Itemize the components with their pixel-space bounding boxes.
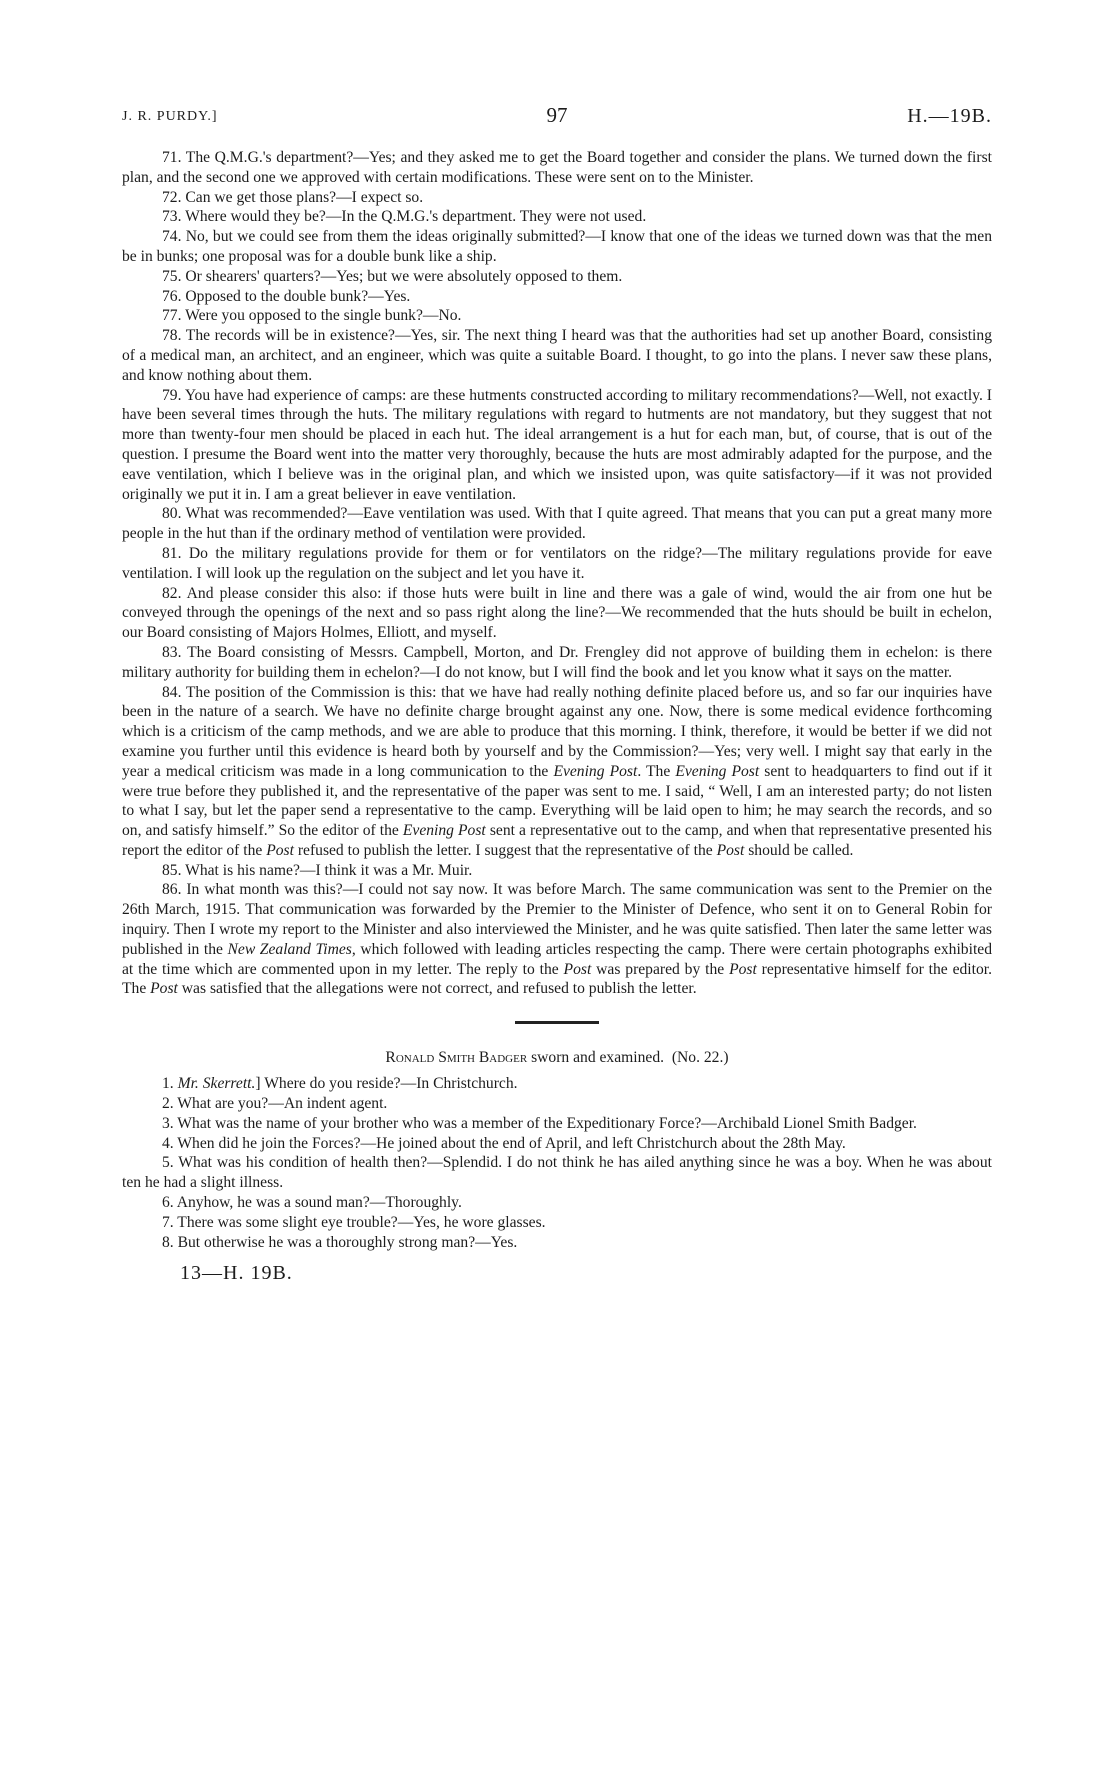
newspaper-title: Post (266, 841, 294, 859)
q84-text-1: 84. The position of the Commission is this: that we have had really nothing definite placed before us, and so far our inquiries have been in the nature of a search. We have no definite charge brought against any one. Now, there is some medical evidence forthcoming which is a criticism of the camp methods, and we are able to produce that this morning. I think, therefore, it would be better if we did not examine you further until this evidence is heard both by yourself and by the Commission?—Yes; very well. I might say that early in the year a medical criticism was made in a long communication to the (122, 683, 992, 780)
q84-text-4: sent a representative out to the camp, and when that representative presented his report the editor of the (122, 822, 992, 859)
newspaper-title: Post (150, 980, 178, 998)
page-body (122, 148, 992, 1285)
question-78: 78. The records will be in existence?—Yes, sir. The next thing I heard was that the authorities had set up another Board, consisting of a medical man, an architect, and an engineer, which was quite a suitable Board. I thought, to go into the plans. I never saw these plans, and know nothing about them. (122, 327, 992, 384)
q86-text-4: representative himself for the editor. The (122, 960, 992, 998)
badger-question-3: 3. What was the name of your brother who was a member of the Expeditionary Force?—Archibald Lionel Smith Badger. (162, 1114, 917, 1132)
question-80: 80. What was recommended?—Eave ventilation was used. With that I quite agreed. That means that you can put a great many more people in the hut than if the ordinary method of ventilation were provided. (122, 505, 992, 543)
newspaper-title: Evening Post (553, 762, 638, 780)
question-79: 79. You have had experience of camps: are these hutments constructed according to military recommendations?—Well, not exactly. I have been several times through the huts. The military regulations with regard to hutments are not mandatory, but they suggest that not more than twenty-four men should be placed in each hut. The ideal arrangement is a hut for each man, but, of course, that is out of the question. I presume the Board went into the matter very thoroughly, because the huts are most admirably adapted for the purpose, and the eave ventilation, which I believe was in the original plan, and which we insisted upon, was quite satisfactory—if it was not provided originally we put it in. I am a great believer in eave ventilation. (122, 386, 992, 503)
newspaper-title: Post (716, 841, 745, 859)
question-81: 81. Do the military regulations provide for them or for ventilators on the ridge?—The military regulations provide for eave ventilation. I will look up the regulation on the subject and let you have it. (122, 544, 992, 582)
printer-signature: 13—H. 19B. (180, 1262, 293, 1285)
question-74: 74. No, but we could see from them the ideas originally submitted?—I know that one of the ideas we turned down was that the men be in bunks; one proposal was for a double bunk like a ship. (122, 228, 992, 265)
question-82: 82. And please consider this also: if those huts were built in line and there was a gale of wind, would the air from one hut be conveyed through the openings of the next and so pass right along the line?—We recommended that the huts should be built in echelon, our Board consisting of Majors Holmes, Elliott, and myself. (122, 584, 992, 642)
question-73: 73. Where would they be?—In the Q.M.G.'s department. They were not used. (162, 208, 647, 226)
badger-question-7: 7. There was some slight eye trouble?—Yes, he wore glasses. (162, 1213, 546, 1231)
witness-heading-rest: sworn and examined. (527, 1049, 665, 1067)
q84-text-5: refused to publish the letter. I suggest that the representative of the (293, 841, 717, 859)
badger-question-4: 4. When did he join the Forces?—He joined about the end of April, and left Christchurch about the 28th May. (162, 1134, 846, 1152)
q84-text-6: should be called. (744, 841, 854, 859)
examiner-name: Mr. Skerrett. (177, 1075, 256, 1093)
question-75: 75. Or shearers' quarters?—Yes; but we were absolutely opposed to them. (162, 267, 623, 285)
question-76: 76. Opposed to the double bunk?—Yes. (162, 287, 411, 305)
witness-running-head: J. R. PURDY.] (122, 109, 218, 124)
question-84 (122, 683, 992, 861)
q84-text-2: . The (637, 762, 676, 780)
paper-reference: H.—19B. (907, 105, 992, 127)
question-72: 72. Can we get those plans?—I expect so. (162, 188, 424, 206)
question-71: 71. The Q.M.G.'s department?—Yes; and they asked me to get the Board together and consider the plans. We turned down the first plan, and the second one we approved with certain modifications. These were sent on to the Minister. (122, 149, 992, 186)
q86-text-3: was prepared by the (591, 960, 730, 978)
question-86 (122, 880, 992, 999)
witness-number: (No. 22.) (671, 1049, 729, 1067)
section-divider (515, 1021, 599, 1024)
badger-question-2: 2. What are you?—An indent agent. (162, 1095, 388, 1113)
q86-text-1: 86. In what month was this?—I could not say now. It was before March. The same communication was sent to the Premier on the 26th March, 1915. That communication was forwarded by the Premier to the Minister of Defence, who sent it on to General Robin for inquiry. Then I wrote my report to the Minister and also interviewed the Minister, and he was quite satisfied. Then later the same letter was published in the (122, 881, 992, 958)
badger-question-6: 6. Anyhow, he was a sound man?—Thoroughly. (162, 1194, 462, 1212)
question-85: 85. What is his name?—I think it was a Mr. Muir. (162, 861, 473, 879)
newspaper-title: Post (729, 960, 757, 978)
newspaper-title: Evening Post (675, 762, 760, 780)
witness-name: Ronald Smith Badger (385, 1049, 528, 1067)
badger-question-8: 8. But otherwise he was a thoroughly strong man?—Yes. (162, 1233, 518, 1251)
question-83: 83. The Board consisting of Messrs. Campbell, Morton, and Dr. Frengley did not approve of building them in echelon: is there military authority for building them in echelon?—I do not know, but I will find the book and let you know what it says on the matter. (122, 643, 992, 681)
q86-text-5: was satisfied that the allegations were not correct, and refused to publish the letter. (177, 980, 697, 998)
question-text: ] Where do you reside?—In Christchurch. (255, 1075, 518, 1093)
q84-text-3: sent to headquarters to find out if it were true before they published it, and the representative of the paper was sent to me. I said, “ Well, I am an interested party; do not listen to what I say, but let the paper send a representative to the camp. Everything will be laid open to him; he may search the records, and so on, and satisfy himself.” So the editor of the (122, 762, 993, 840)
badger-question-1 (122, 1074, 992, 1094)
page-number: 97 (546, 103, 568, 127)
badger-question-5: 5. What was his condition of health then?—Splendid. I do not think he has ailed anything since he was a boy. When he was about ten he had a slight illness. (122, 1154, 992, 1192)
question-77: 77. Were you opposed to the single bunk?—No. (162, 307, 462, 325)
question-number: 1. (162, 1075, 178, 1093)
newspaper-title: Evening Post (402, 822, 486, 840)
newspaper-title: New Zealand Times (227, 940, 352, 958)
q86-text-2: , which followed with leading articles respecting the camp. There were certain photographs exhibited at the time which are commented upon in my letter. The reply to the (122, 940, 992, 978)
witness-heading (122, 1048, 992, 1068)
page-header (122, 103, 992, 133)
newspaper-title: Post (563, 960, 592, 978)
